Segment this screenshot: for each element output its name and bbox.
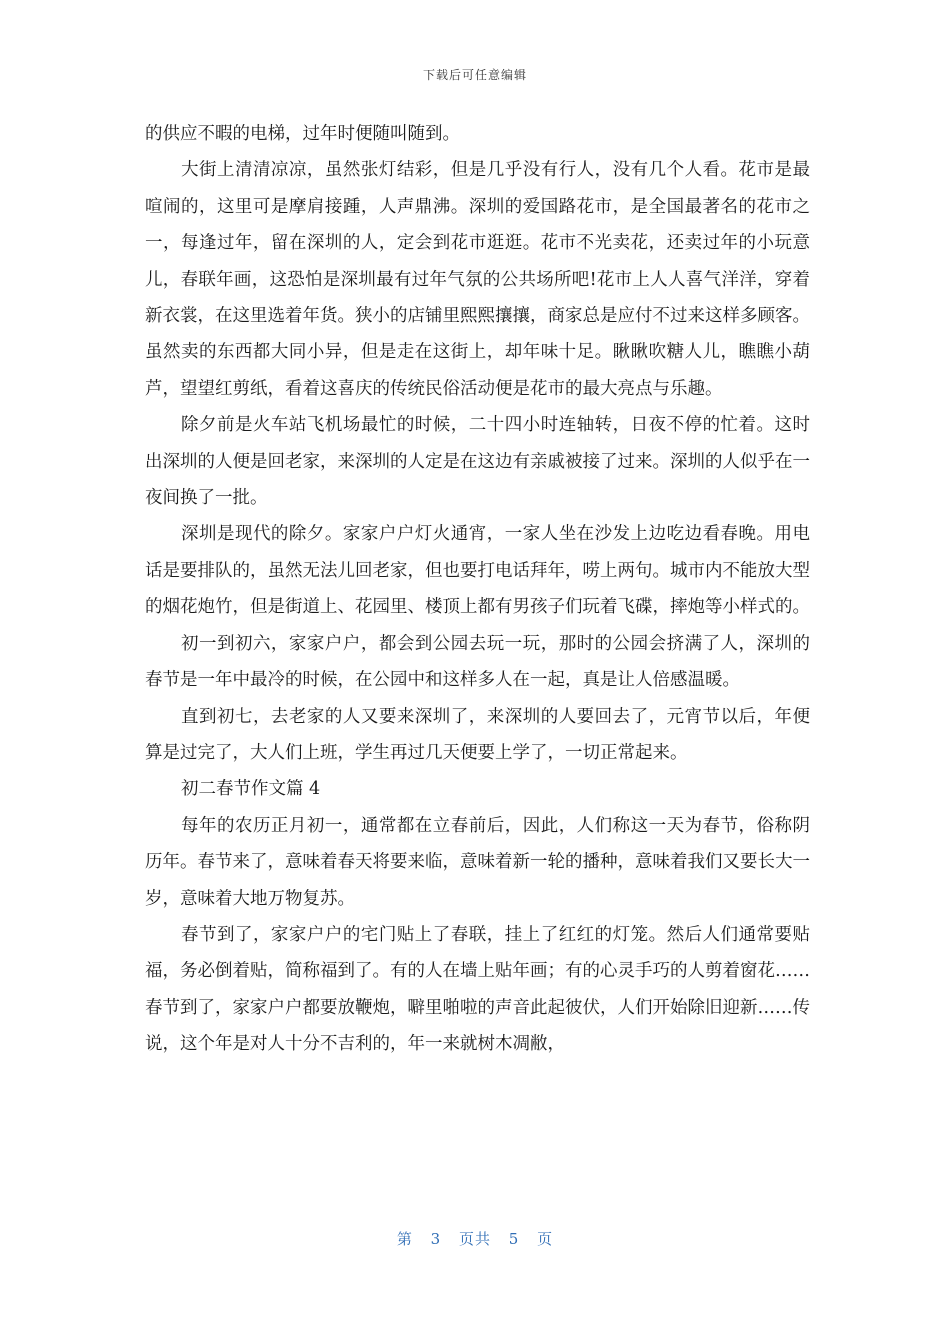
page-number-footer: 第 3 页共 5 页 [396, 1230, 554, 1248]
paragraph-3: 除夕前是火车站飞机场最忙的时候，二十四小时连轴转，日夜不停的忙着。这时出深圳的人便是回老家，来深圳的人定是在这边有亲戚被接了过来。深圳的人似乎在一夜间换了一批。 [145, 415, 810, 509]
paragraph-6: 直到初七，去老家的人又要来深圳了，来深圳的人要回去了，元宵节以后，年便算是过完了，大人们上班，学生再过几天便要上学了，一切正常起来。 [145, 706, 810, 763]
paragraph-8: 春节到了，家家户户的宅门贴上了春联，挂上了红红的灯笼。然后人们通常要贴福，务必倒着贴，简称福到了。有的人在墙上贴年画；有的心灵手巧的人剪着窗花……春节到了，家家户户都要放鞭炮，噼里啪啦的声音此起彼伏，人们开始除旧迎新……传说，这个年是对人十分不吉利的，年一来就树木凋敝， [145, 924, 810, 1055]
paragraph-2: 大街上清清凉凉，虽然张灯结彩，但是几乎没有行人，没有几个人看。花市是最喧闹的，这里可是摩肩接踵，人声鼎沸。深圳的爱国路花市，是全国最著名的花市之一，每逢过年，留在深圳的人，定会到花市逛逛。花市不光卖花，还卖过年的小玩意儿，春联年画，这恐怕是深圳最有过年气氛的公共场所吧!花市上人人喜气洋洋，穿着新衣裳，在这里选着年货。狭小的店铺里熙熙攘攘，商家总是应付不过来这样多顾客。虽然卖的东西都大同小异，但是走在这街上，却年味十足。瞅瞅吹糖人儿，瞧瞧小葫芦，望望红剪纸，看着这喜庆的传统民俗活动便是花市的最大亮点与乐趣。 [145, 160, 810, 399]
paragraph-1: 的供应不暇的电梯，过年时便随叫随到。 [145, 124, 460, 144]
paragraph-4: 深圳是现代的除夕。家家户户灯火通宵，一家人坐在沙发上边吃边看春晚。用电话是要排队的，虽然无法儿回老家，但也要打电话拜年，唠上两句。城市内不能放大型的烟花炮竹，但是街道上、花园里、楼顶上都有男孩子们玩着飞碟，摔炮等小样式的。 [145, 524, 810, 618]
section-heading: 初二春节作文篇 4 [181, 779, 321, 800]
paragraph-7: 每年的农历正月初一，通常都在立春前后，因此，人们称这一天为春节，俗称阴历年。春节来了，意味着春天将要来临，意味着新一轮的播种，意味着我们又要长大一岁，意味着大地万物复苏。 [145, 815, 810, 909]
document-body [145, 116, 810, 1063]
paragraph-5: 初一到初六，家家户户，都会到公园去玩一玩，那时的公园会挤满了人，深圳的春节是一年中最冷的时候，在公园中和这样多人在一起，真是让人倍感温暖。 [145, 633, 810, 691]
page-header: 下载后可任意编辑 [422, 68, 527, 82]
